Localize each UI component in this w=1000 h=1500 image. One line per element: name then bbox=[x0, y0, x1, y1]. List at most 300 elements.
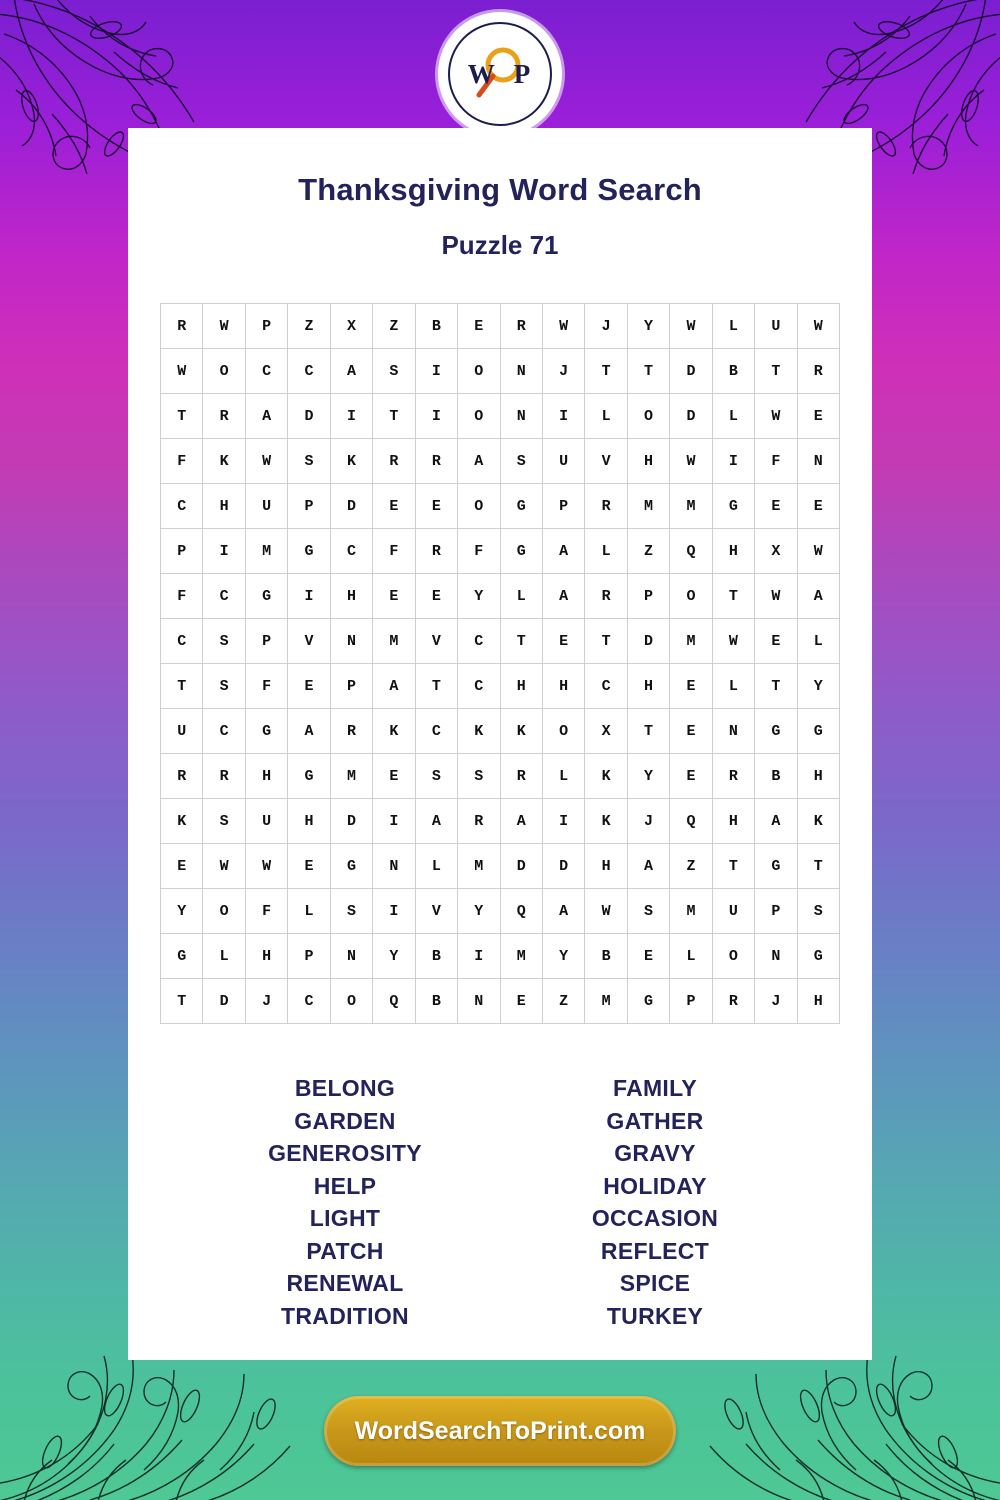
word-list-item: TURKEY bbox=[606, 1302, 704, 1329]
grid-cell[interactable]: X bbox=[330, 304, 372, 349]
grid-cell[interactable]: E bbox=[373, 484, 415, 529]
grid-cell[interactable]: Y bbox=[797, 664, 839, 709]
grid-cell[interactable]: Y bbox=[627, 304, 669, 349]
grid-row bbox=[161, 979, 840, 1024]
grid-cell[interactable]: K bbox=[330, 439, 372, 484]
word-list-item: GARDEN bbox=[294, 1107, 396, 1134]
word-list-item: TRADITION bbox=[281, 1302, 409, 1329]
grid-cell[interactable]: T bbox=[415, 664, 457, 709]
logo-badge bbox=[438, 12, 562, 136]
grid-cell[interactable]: N bbox=[458, 979, 500, 1024]
grid-cell[interactable]: S bbox=[797, 889, 839, 934]
grid-cell[interactable]: M bbox=[670, 619, 712, 664]
grid-row bbox=[161, 754, 840, 799]
grid-cell[interactable]: N bbox=[500, 349, 542, 394]
grid-cell[interactable]: R bbox=[203, 394, 245, 439]
grid-cell[interactable]: O bbox=[627, 394, 669, 439]
grid-cell[interactable]: G bbox=[755, 709, 797, 754]
grid-cell[interactable]: Q bbox=[373, 979, 415, 1024]
grid-cell[interactable]: H bbox=[712, 529, 754, 574]
grid-cell[interactable]: R bbox=[330, 709, 372, 754]
grid-cell[interactable]: H bbox=[797, 754, 839, 799]
grid-cell[interactable]: Q bbox=[500, 889, 542, 934]
grid-cell[interactable]: T bbox=[755, 349, 797, 394]
grid-cell[interactable]: D bbox=[542, 844, 584, 889]
grid-cell[interactable]: E bbox=[797, 484, 839, 529]
grid-cell[interactable]: K bbox=[373, 709, 415, 754]
word-list-item: HOLIDAY bbox=[603, 1172, 707, 1199]
grid-cell[interactable]: W bbox=[755, 574, 797, 619]
grid-cell[interactable]: Y bbox=[542, 934, 584, 979]
grid-cell[interactable]: C bbox=[585, 664, 627, 709]
grid-cell[interactable]: R bbox=[712, 754, 754, 799]
grid-row bbox=[161, 709, 840, 754]
grid-cell[interactable]: Y bbox=[458, 574, 500, 619]
grid-cell[interactable]: B bbox=[415, 304, 457, 349]
grid-cell[interactable]: R bbox=[415, 529, 457, 574]
grid-cell[interactable]: W bbox=[755, 394, 797, 439]
grid-cell[interactable]: V bbox=[288, 619, 330, 664]
grid-cell[interactable]: G bbox=[627, 979, 669, 1024]
grid-cell[interactable]: F bbox=[373, 529, 415, 574]
grid-cell[interactable]: D bbox=[670, 394, 712, 439]
grid-cell[interactable]: J bbox=[245, 979, 287, 1024]
grid-cell[interactable]: V bbox=[415, 619, 457, 664]
grid-cell[interactable]: A bbox=[542, 529, 584, 574]
grid-cell[interactable]: S bbox=[330, 889, 372, 934]
grid-cell[interactable]: C bbox=[458, 664, 500, 709]
grid-cell[interactable]: N bbox=[797, 439, 839, 484]
grid-cell[interactable]: H bbox=[627, 664, 669, 709]
grid-cell[interactable]: C bbox=[415, 709, 457, 754]
word-list-item: BELONG bbox=[294, 1075, 396, 1101]
grid-cell[interactable]: I bbox=[330, 394, 372, 439]
grid-cell[interactable]: H bbox=[203, 484, 245, 529]
grid-cell[interactable]: R bbox=[500, 754, 542, 799]
grid-cell[interactable]: P bbox=[161, 529, 203, 574]
grid-cell[interactable]: E bbox=[500, 979, 542, 1024]
grid-cell[interactable]: W bbox=[203, 304, 245, 349]
grid-cell[interactable]: E bbox=[373, 574, 415, 619]
logo-letter-s bbox=[497, 59, 514, 89]
grid-cell[interactable]: D bbox=[330, 484, 372, 529]
grid-cell[interactable]: B bbox=[755, 754, 797, 799]
grid-cell[interactable]: A bbox=[245, 394, 287, 439]
grid-cell[interactable]: N bbox=[712, 709, 754, 754]
grid-cell[interactable]: Q bbox=[670, 529, 712, 574]
grid-cell[interactable]: T bbox=[373, 394, 415, 439]
grid-cell[interactable]: P bbox=[245, 304, 287, 349]
grid-cell[interactable]: H bbox=[627, 439, 669, 484]
grid-cell[interactable]: I bbox=[373, 799, 415, 844]
grid-cell[interactable]: K bbox=[585, 799, 627, 844]
grid-cell[interactable]: T bbox=[712, 844, 754, 889]
grid-row bbox=[161, 844, 840, 889]
grid-cell[interactable]: Y bbox=[161, 889, 203, 934]
grid-cell[interactable]: I bbox=[415, 394, 457, 439]
grid-cell[interactable]: I bbox=[712, 439, 754, 484]
grid-cell[interactable]: S bbox=[415, 754, 457, 799]
grid-cell[interactable]: T bbox=[712, 574, 754, 619]
grid-cell[interactable]: I bbox=[542, 394, 584, 439]
grid-cell[interactable]: E bbox=[542, 619, 584, 664]
grid-cell[interactable]: C bbox=[288, 979, 330, 1024]
grid-cell[interactable]: O bbox=[458, 349, 500, 394]
grid-cell[interactable]: E bbox=[627, 934, 669, 979]
grid-cell[interactable]: T bbox=[585, 619, 627, 664]
grid-cell[interactable]: L bbox=[415, 844, 457, 889]
grid-cell[interactable]: G bbox=[161, 934, 203, 979]
grid-cell[interactable]: L bbox=[712, 394, 754, 439]
word-list-item: GENEROSITY bbox=[268, 1140, 422, 1166]
grid-cell[interactable]: P bbox=[330, 664, 372, 709]
grid-cell[interactable]: C bbox=[203, 709, 245, 754]
grid-cell[interactable]: M bbox=[458, 844, 500, 889]
grid-cell[interactable]: K bbox=[458, 709, 500, 754]
grid-cell[interactable]: U bbox=[245, 799, 287, 844]
grid-cell[interactable]: G bbox=[500, 529, 542, 574]
grid-cell[interactable]: R bbox=[161, 304, 203, 349]
grid-cell[interactable]: P bbox=[755, 889, 797, 934]
website-badge[interactable] bbox=[324, 1396, 676, 1466]
website-label: WordSearchToPrint.com bbox=[354, 1416, 646, 1445]
grid-cell[interactable]: K bbox=[500, 709, 542, 754]
grid-cell[interactable]: E bbox=[161, 844, 203, 889]
grid-cell[interactable]: O bbox=[712, 934, 754, 979]
grid-cell[interactable]: Z bbox=[670, 844, 712, 889]
logo-letter-p: P bbox=[513, 58, 533, 89]
grid-cell[interactable]: M bbox=[670, 889, 712, 934]
grid-cell[interactable]: B bbox=[712, 349, 754, 394]
grid-cell[interactable]: P bbox=[245, 619, 287, 664]
grid-cell[interactable]: R bbox=[161, 754, 203, 799]
grid-cell[interactable]: W bbox=[161, 349, 203, 394]
grid-cell[interactable]: S bbox=[627, 889, 669, 934]
word-list-item: GRAVY bbox=[614, 1140, 696, 1166]
grid-cell[interactable]: C bbox=[161, 484, 203, 529]
grid-cell[interactable]: A bbox=[415, 799, 457, 844]
grid-cell[interactable]: E bbox=[670, 709, 712, 754]
word-list-item: FAMILY bbox=[612, 1075, 698, 1101]
grid-cell[interactable]: A bbox=[627, 844, 669, 889]
grid-cell[interactable]: E bbox=[415, 574, 457, 619]
grid-cell[interactable]: P bbox=[627, 574, 669, 619]
word-list-item: OCCASION bbox=[591, 1205, 719, 1231]
grid-cell[interactable]: A bbox=[797, 574, 839, 619]
grid-cell[interactable]: S bbox=[203, 619, 245, 664]
grid-cell[interactable]: C bbox=[161, 619, 203, 664]
grid-cell[interactable]: R bbox=[373, 439, 415, 484]
grid-cell[interactable]: G bbox=[797, 709, 839, 754]
grid-cell[interactable]: J bbox=[627, 799, 669, 844]
word-list-item: PATCH bbox=[306, 1237, 384, 1264]
grid-cell[interactable]: E bbox=[755, 619, 797, 664]
grid-cell[interactable]: T bbox=[755, 664, 797, 709]
grid-cell[interactable]: T bbox=[161, 979, 203, 1024]
grid-cell[interactable]: D bbox=[627, 619, 669, 664]
grid-cell[interactable]: V bbox=[585, 439, 627, 484]
grid-cell[interactable]: W bbox=[670, 304, 712, 349]
grid-cell[interactable]: L bbox=[797, 619, 839, 664]
grid-cell[interactable]: A bbox=[330, 349, 372, 394]
grid-cell[interactable]: V bbox=[415, 889, 457, 934]
grid-cell[interactable]: E bbox=[288, 664, 330, 709]
grid-row bbox=[161, 394, 840, 439]
grid-cell[interactable]: I bbox=[288, 574, 330, 619]
grid-cell[interactable]: C bbox=[203, 574, 245, 619]
grid-cell[interactable]: H bbox=[245, 754, 287, 799]
grid-cell[interactable]: W bbox=[245, 439, 287, 484]
grid-cell[interactable]: E bbox=[670, 664, 712, 709]
grid-row bbox=[161, 619, 840, 664]
grid-cell[interactable]: J bbox=[542, 349, 584, 394]
grid-row bbox=[161, 349, 840, 394]
grid-cell[interactable]: P bbox=[288, 934, 330, 979]
grid-cell[interactable]: L bbox=[500, 574, 542, 619]
grid-cell[interactable]: F bbox=[245, 664, 287, 709]
puzzle-number: Puzzle 71 bbox=[441, 230, 559, 260]
grid-cell[interactable]: J bbox=[755, 979, 797, 1024]
logo-letters bbox=[468, 59, 533, 90]
grid-cell[interactable]: O bbox=[670, 574, 712, 619]
grid-cell[interactable]: L bbox=[288, 889, 330, 934]
grid-cell[interactable]: S bbox=[203, 799, 245, 844]
grid-cell[interactable]: F bbox=[161, 439, 203, 484]
grid-cell[interactable]: L bbox=[542, 754, 584, 799]
grid-cell[interactable]: G bbox=[712, 484, 754, 529]
grid-cell[interactable]: H bbox=[585, 844, 627, 889]
grid-cell[interactable]: I bbox=[373, 889, 415, 934]
grid-cell[interactable]: T bbox=[797, 844, 839, 889]
grid-cell[interactable]: I bbox=[415, 349, 457, 394]
grid-cell[interactable]: G bbox=[330, 844, 372, 889]
grid-cell[interactable]: L bbox=[585, 529, 627, 574]
grid-cell[interactable]: S bbox=[203, 664, 245, 709]
grid-row bbox=[161, 574, 840, 619]
grid-cell[interactable]: S bbox=[373, 349, 415, 394]
grid-cell[interactable]: D bbox=[330, 799, 372, 844]
grid-cell[interactable]: U bbox=[245, 484, 287, 529]
word-list-column-left bbox=[190, 1072, 500, 1332]
grid-cell[interactable]: S bbox=[500, 439, 542, 484]
grid-cell[interactable]: E bbox=[670, 754, 712, 799]
grid-cell[interactable]: U bbox=[542, 439, 584, 484]
grid-cell[interactable]: G bbox=[245, 709, 287, 754]
grid-cell[interactable]: N bbox=[330, 619, 372, 664]
grid-cell[interactable]: D bbox=[203, 979, 245, 1024]
grid-cell[interactable]: R bbox=[797, 349, 839, 394]
grid-cell[interactable]: H bbox=[797, 979, 839, 1024]
grid-cell[interactable]: P bbox=[542, 484, 584, 529]
grid-cell[interactable]: S bbox=[288, 439, 330, 484]
grid-cell[interactable]: H bbox=[500, 664, 542, 709]
grid-cell[interactable]: U bbox=[712, 889, 754, 934]
grid-cell[interactable]: Y bbox=[627, 754, 669, 799]
word-search-grid-wrapper bbox=[160, 303, 840, 1024]
grid-cell[interactable]: E bbox=[288, 844, 330, 889]
grid-cell[interactable]: E bbox=[797, 394, 839, 439]
grid-cell[interactable]: K bbox=[203, 439, 245, 484]
grid-cell[interactable]: M bbox=[245, 529, 287, 574]
grid-cell[interactable]: G bbox=[500, 484, 542, 529]
corner-flourish-bottom-right-icon bbox=[686, 1344, 1000, 1500]
grid-cell[interactable]: F bbox=[245, 889, 287, 934]
grid-row bbox=[161, 439, 840, 484]
grid-cell[interactable]: H bbox=[542, 664, 584, 709]
grid-cell[interactable]: R bbox=[458, 799, 500, 844]
grid-cell[interactable]: F bbox=[755, 439, 797, 484]
grid-cell[interactable]: G bbox=[755, 844, 797, 889]
grid-cell[interactable]: Z bbox=[627, 529, 669, 574]
grid-cell[interactable]: K bbox=[585, 754, 627, 799]
grid-cell[interactable]: L bbox=[712, 664, 754, 709]
grid-cell[interactable]: F bbox=[161, 574, 203, 619]
grid-cell[interactable]: O bbox=[330, 979, 372, 1024]
grid-cell[interactable]: G bbox=[288, 754, 330, 799]
grid-cell[interactable]: B bbox=[585, 934, 627, 979]
grid-cell[interactable]: I bbox=[203, 529, 245, 574]
grid-cell[interactable]: E bbox=[415, 484, 457, 529]
grid-cell[interactable]: D bbox=[288, 394, 330, 439]
grid-cell[interactable]: T bbox=[161, 664, 203, 709]
grid-cell[interactable]: O bbox=[203, 889, 245, 934]
grid-cell[interactable]: C bbox=[288, 349, 330, 394]
grid-cell[interactable]: K bbox=[161, 799, 203, 844]
page-title: Thanksgiving Word Search bbox=[298, 172, 702, 207]
grid-cell[interactable]: I bbox=[542, 799, 584, 844]
grid-cell[interactable]: H bbox=[330, 574, 372, 619]
grid-cell[interactable]: L bbox=[585, 394, 627, 439]
grid-cell[interactable]: W bbox=[712, 619, 754, 664]
grid-cell[interactable]: G bbox=[245, 574, 287, 619]
word-list-item: REFLECT bbox=[600, 1237, 710, 1264]
grid-cell[interactable]: R bbox=[415, 439, 457, 484]
grid-cell[interactable]: T bbox=[161, 394, 203, 439]
grid-cell[interactable]: X bbox=[585, 709, 627, 754]
grid-cell[interactable]: W bbox=[203, 844, 245, 889]
grid-cell[interactable]: G bbox=[797, 934, 839, 979]
grid-cell[interactable]: B bbox=[415, 934, 457, 979]
word-list-item: LIGHT bbox=[309, 1205, 381, 1231]
logo-circle bbox=[448, 22, 552, 126]
grid-cell[interactable]: M bbox=[670, 484, 712, 529]
grid-cell[interactable]: D bbox=[500, 844, 542, 889]
grid-row bbox=[161, 664, 840, 709]
grid-cell[interactable]: W bbox=[670, 439, 712, 484]
grid-cell[interactable]: O bbox=[542, 709, 584, 754]
grid-cell[interactable]: U bbox=[161, 709, 203, 754]
grid-cell[interactable]: N bbox=[373, 844, 415, 889]
grid-cell[interactable]: O bbox=[458, 394, 500, 439]
grid-cell[interactable]: L bbox=[203, 934, 245, 979]
grid-cell[interactable]: L bbox=[712, 304, 754, 349]
grid-cell[interactable]: Z bbox=[288, 304, 330, 349]
logo-letter-w: W bbox=[467, 58, 497, 89]
grid-cell[interactable]: A bbox=[542, 574, 584, 619]
grid-cell[interactable]: H bbox=[245, 934, 287, 979]
grid-cell[interactable]: A bbox=[288, 709, 330, 754]
grid-cell[interactable]: Q bbox=[670, 799, 712, 844]
word-list bbox=[190, 1072, 810, 1332]
grid-cell[interactable]: I bbox=[458, 934, 500, 979]
grid-cell[interactable]: R bbox=[203, 754, 245, 799]
grid-row bbox=[161, 934, 840, 979]
grid-cell[interactable]: R bbox=[712, 979, 754, 1024]
word-search-grid[interactable] bbox=[160, 303, 840, 1024]
grid-cell[interactable]: W bbox=[542, 304, 584, 349]
word-list-item: GATHER bbox=[606, 1107, 704, 1134]
grid-cell[interactable]: M bbox=[500, 934, 542, 979]
grid-row bbox=[161, 304, 840, 349]
grid-cell[interactable]: M bbox=[585, 979, 627, 1024]
grid-cell[interactable]: P bbox=[670, 979, 712, 1024]
grid-cell[interactable]: R bbox=[585, 484, 627, 529]
grid-cell[interactable]: E bbox=[373, 754, 415, 799]
grid-cell[interactable]: G bbox=[288, 529, 330, 574]
grid-cell[interactable]: B bbox=[415, 979, 457, 1024]
grid-cell[interactable]: X bbox=[755, 529, 797, 574]
grid-cell[interactable]: C bbox=[245, 349, 287, 394]
grid-cell[interactable]: K bbox=[797, 799, 839, 844]
grid-cell[interactable]: C bbox=[458, 619, 500, 664]
grid-cell[interactable]: A bbox=[458, 439, 500, 484]
grid-cell[interactable]: O bbox=[203, 349, 245, 394]
grid-cell[interactable]: E bbox=[755, 484, 797, 529]
grid-row bbox=[161, 799, 840, 844]
grid-cell[interactable]: N bbox=[755, 934, 797, 979]
word-list-item: SPICE bbox=[619, 1270, 691, 1296]
grid-cell[interactable]: A bbox=[373, 664, 415, 709]
grid-cell[interactable]: C bbox=[330, 529, 372, 574]
word-list-column-right bbox=[500, 1072, 810, 1332]
grid-cell[interactable]: Z bbox=[542, 979, 584, 1024]
grid-cell[interactable]: E bbox=[458, 304, 500, 349]
grid-cell[interactable]: S bbox=[458, 754, 500, 799]
grid-cell[interactable]: A bbox=[500, 799, 542, 844]
grid-cell[interactable]: F bbox=[458, 529, 500, 574]
grid-cell[interactable]: W bbox=[797, 304, 839, 349]
grid-cell[interactable]: L bbox=[670, 934, 712, 979]
grid-cell[interactable]: W bbox=[245, 844, 287, 889]
grid-cell[interactable]: R bbox=[500, 304, 542, 349]
grid-cell[interactable]: T bbox=[627, 709, 669, 754]
grid-cell[interactable]: W bbox=[797, 529, 839, 574]
grid-row bbox=[161, 484, 840, 529]
grid-cell[interactable]: M bbox=[627, 484, 669, 529]
grid-cell[interactable]: T bbox=[585, 349, 627, 394]
grid-cell[interactable]: Y bbox=[373, 934, 415, 979]
grid-cell[interactable]: N bbox=[500, 394, 542, 439]
grid-cell[interactable]: A bbox=[542, 889, 584, 934]
grid-cell[interactable]: O bbox=[458, 484, 500, 529]
grid-cell[interactable]: N bbox=[330, 934, 372, 979]
grid-cell[interactable]: Z bbox=[373, 304, 415, 349]
grid-cell[interactable]: H bbox=[712, 799, 754, 844]
grid-cell[interactable]: A bbox=[755, 799, 797, 844]
grid-cell[interactable]: H bbox=[288, 799, 330, 844]
grid-cell[interactable]: U bbox=[755, 304, 797, 349]
grid-cell[interactable]: Y bbox=[458, 889, 500, 934]
grid-cell[interactable]: P bbox=[288, 484, 330, 529]
grid-cell[interactable]: M bbox=[373, 619, 415, 664]
grid-cell[interactable]: M bbox=[330, 754, 372, 799]
grid-cell[interactable]: T bbox=[627, 349, 669, 394]
grid-cell[interactable]: J bbox=[585, 304, 627, 349]
grid-cell[interactable]: T bbox=[500, 619, 542, 664]
grid-cell[interactable]: W bbox=[585, 889, 627, 934]
grid-cell[interactable]: R bbox=[585, 574, 627, 619]
grid-cell[interactable]: D bbox=[670, 349, 712, 394]
